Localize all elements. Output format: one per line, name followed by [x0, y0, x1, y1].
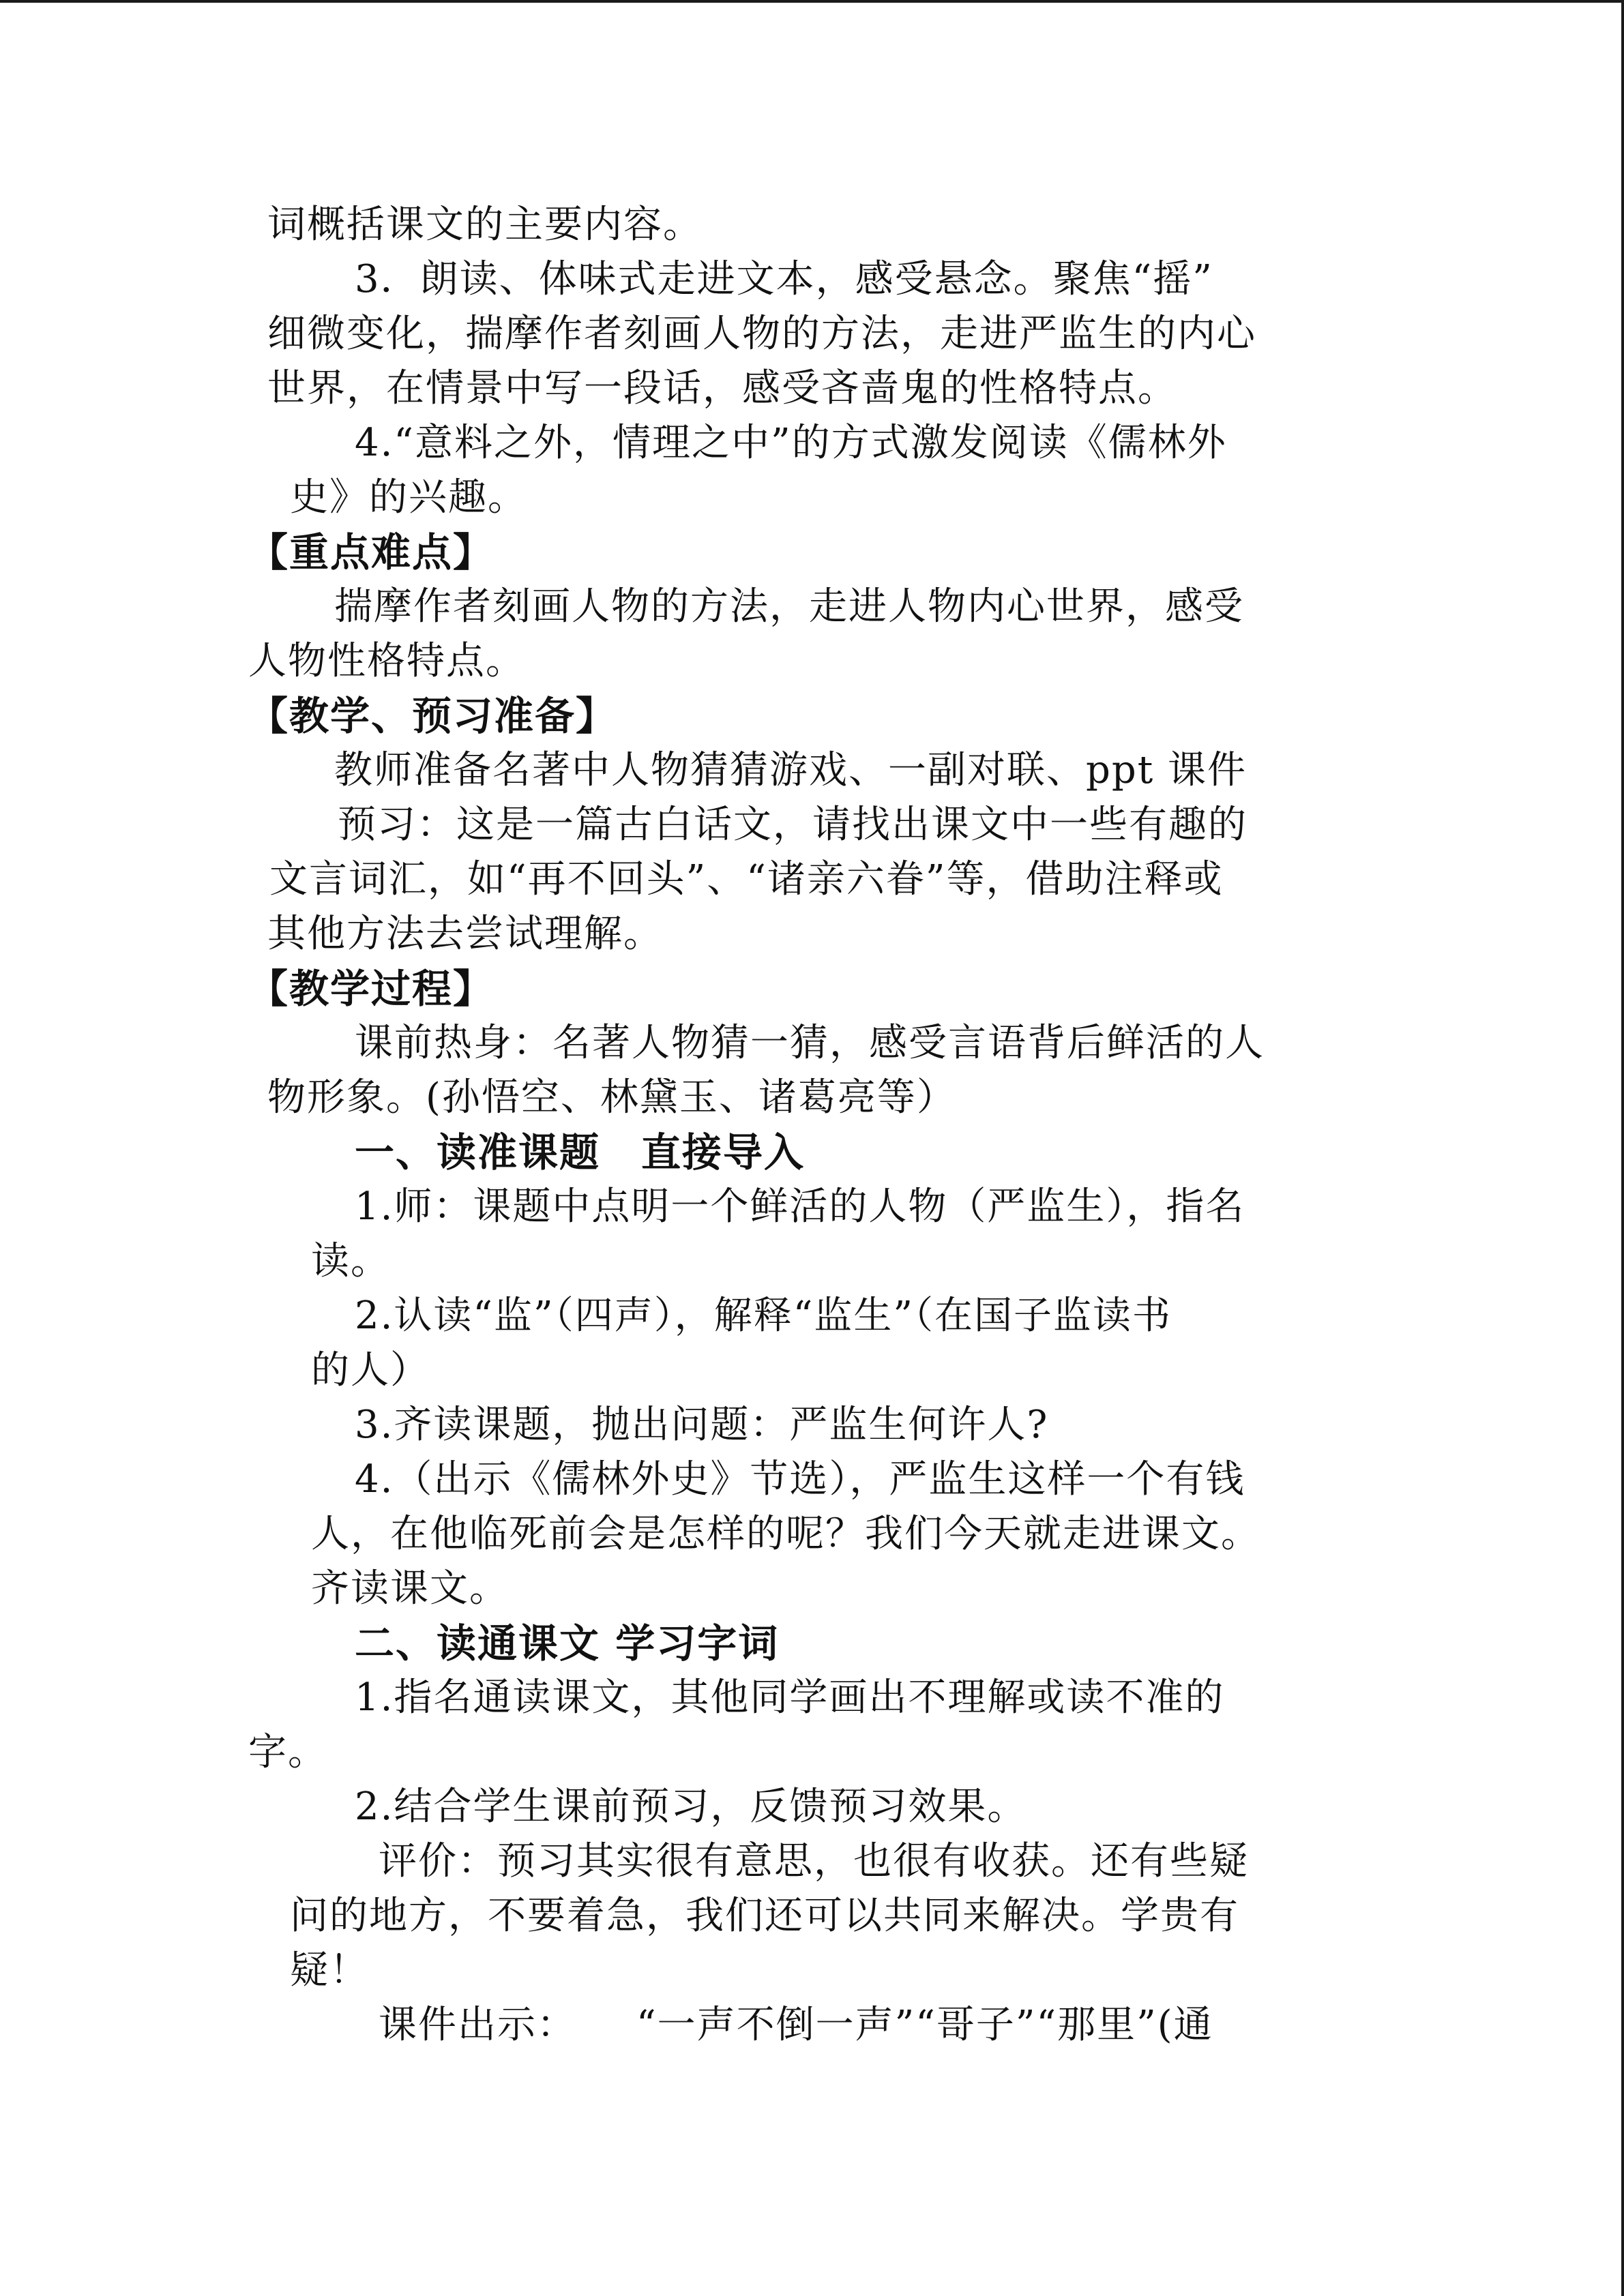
- text-line: 其他方法去尝试理解。: [267, 912, 663, 956]
- text-line: 课前热身：名著人物猜一猜，感受言语背后鲜活的人: [355, 1021, 1265, 1065]
- text-line: 读。: [311, 1239, 390, 1283]
- text-line: 词概括课文的主要内容。: [267, 203, 703, 247]
- text-line: 2.认读“监”（四声），解释“监生”（在国子监读书: [355, 1294, 1172, 1338]
- subsection-heading: 一、读准课题 直接导入: [355, 1129, 806, 1176]
- text-line: 3.齐读课题，抛出问题：严监生何许人?: [355, 1403, 1049, 1447]
- text-line: 史》的兴趣。: [290, 475, 527, 520]
- section-heading: 【教学、预习准备】: [248, 693, 617, 739]
- text-line: 1.师：课题中点明一个鲜活的人物（严监生），指名: [355, 1184, 1245, 1229]
- text-line: 课件出示： “一声不倒一声”“哥子”“那里”(通: [379, 2003, 1213, 2047]
- text-line: 齐读课文。: [311, 1566, 509, 1611]
- text-line: 1.指名通读课文，其他同学画出不理解或读不准的: [355, 1675, 1225, 1720]
- text-line: 疑！: [290, 1948, 369, 1993]
- text-line: 评价：预习其实很有意思，也很有收获。还有些疑: [379, 1839, 1249, 1883]
- section-heading: 【教学过程】: [248, 966, 494, 1012]
- text-line: 人，在他临死前会是怎样的呢？我们今天就走进课文。: [311, 1512, 1260, 1556]
- text-line: 人物性格特点。: [248, 639, 525, 683]
- page-border-top: [0, 0, 1624, 3]
- text-line: 字。: [248, 1730, 327, 1774]
- text-line: 3．朗读、体味式走进文本，感受悬念。聚焦“摇”: [355, 257, 1213, 301]
- text-line: 文言词汇，如“再不回头”、“诸亲六眷”等，借助注释或: [269, 857, 1224, 901]
- text-line: 揣摩作者刻画人物的方法，走进人物内心世界，感受: [334, 584, 1244, 629]
- text-line: 4.“意料之外，情理之中”的方式激发阅读《儒林外: [355, 421, 1227, 465]
- text-line: 细微变化，揣摩作者刻画人物的方法，走进严监生的内心: [267, 312, 1256, 356]
- text-line: 预习：这是一篇古白话文，请找出课文中一些有趣的: [338, 803, 1247, 847]
- text-line: 的人）: [311, 1348, 430, 1392]
- text-line: 2.结合学生课前预习，反馈预习效果。: [355, 1785, 1027, 1829]
- page-border-right: [1621, 0, 1624, 2296]
- text-line: 问的地方，不要着急，我们还可以共同来解决。学贵有: [290, 1894, 1239, 1938]
- subsection-heading: 二、读通课文 学习字词: [355, 1620, 780, 1667]
- text-line: 物形象。(孙悟空、林黛玉、诸葛亮等）: [267, 1075, 956, 1120]
- text-line: 教师准备名著中人物猜猜游戏、一副对联、ppt 课件: [334, 748, 1247, 792]
- section-heading: 【重点难点】: [248, 529, 494, 576]
- text-line: 4.（出示《儒林外史》节选），严监生这样一个有钱: [355, 1457, 1245, 1502]
- text-line: 世界，在情景中写一段话，感受吝啬鬼的性格特点。: [267, 366, 1177, 411]
